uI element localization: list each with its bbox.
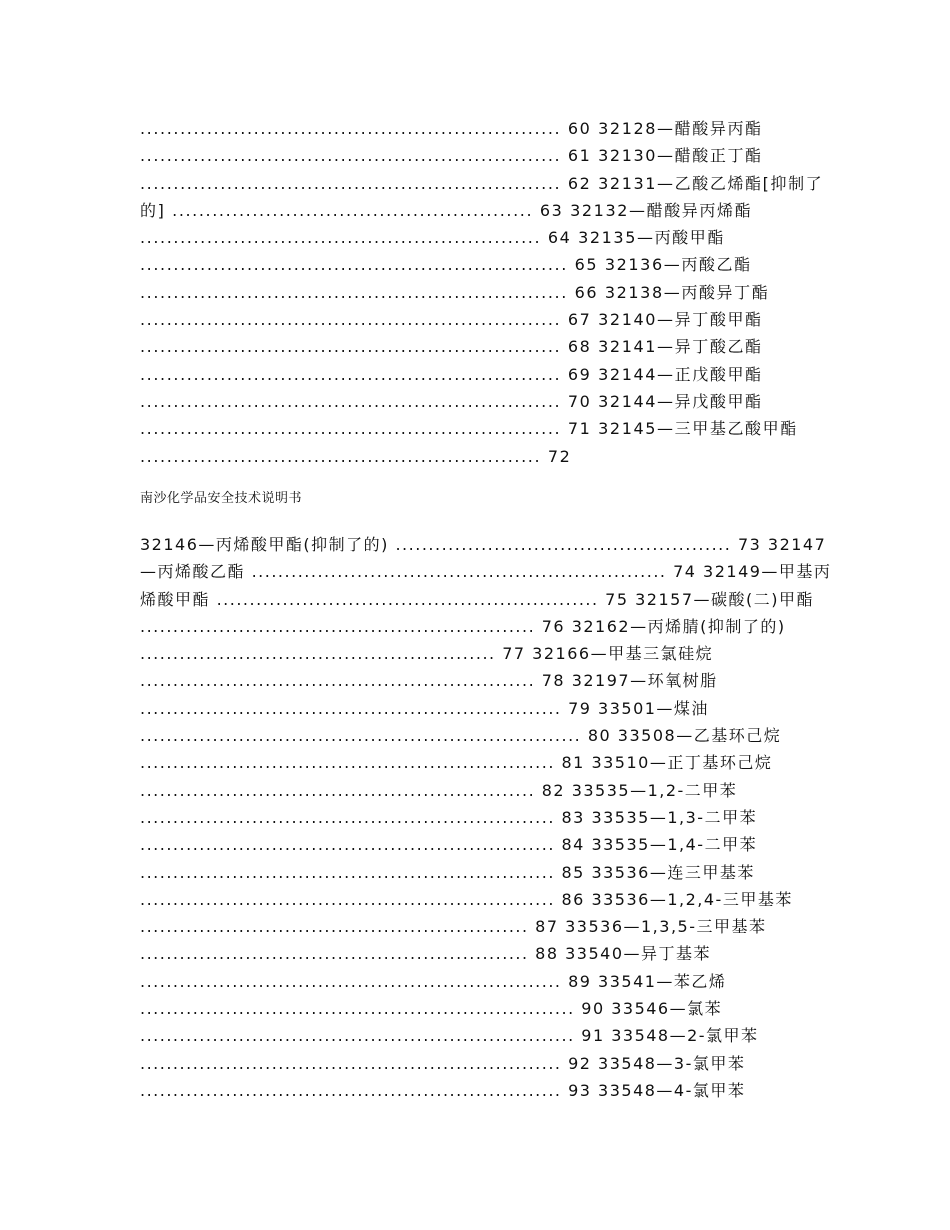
toc-line: ................................................................ 66 32138—丙酸异丁酯 [140,282,770,302]
toc-line: ........................................................... 88 33540—异丁基苯 [140,944,712,964]
toc-line: ............................................................... 70 32144—异戊酸甲酯 [140,391,763,411]
toc-line: ............................................................... 83 33535—1,3-二甲苯 [140,807,758,827]
toc-line: 的] ...................................................... 63 32132—醋酸异丙烯酯 [140,200,753,220]
toc-line: ................................................................... 80 33508—乙基环己烷 [140,726,782,746]
toc-section-2 [140,531,832,1104]
toc-line: ............................................................ 78 32197—环氧树脂 [140,671,718,691]
toc-section-1 [140,115,824,470]
toc-line: 32146—丙烯酸甲酯(抑制了的) ................................................... 73 32147 [140,535,827,554]
toc-line: ........................................................... 87 33536—1,3,5-三甲基苯 [140,917,767,937]
toc-line: .................................................................. 91 33548—2-氯甲苯 [140,1026,759,1046]
toc-line: ............................................................... 84 33535—1,4-二甲苯 [140,835,758,855]
toc-line: ............................................................... 62 32131—乙酸乙烯酯[抑制了 [140,173,824,193]
toc-line: ............................................................ 72 [140,446,572,466]
toc-line: ............................................................... 69 32144—正戊酸甲酯 [140,364,763,384]
toc-line: ............................................................... 71 32145—三甲基乙酸甲酯 [140,419,798,439]
toc-line: ............................................................ 82 33535—1,2-二甲苯 [140,780,738,800]
toc-line: ............................................................... 68 32141—异丁酸乙酯 [140,337,763,357]
toc-line: ............................................................... 85 33536—连三甲基苯 [140,862,755,882]
toc-line: ................................................................ 65 32136—丙酸乙酯 [140,255,752,275]
toc-line: ...................................................... 77 32166—甲基三氯硅烷 [140,644,714,664]
toc-line: ................................................................ 92 33548—3-氯甲苯 [140,1053,746,1073]
toc-line: ............................................................... 60 32128—醋酸异丙酯 [140,119,763,138]
page-header: 南沙化学品安全技术说明书 [140,491,303,506]
toc-line: ................................................................ 79 33501—煤油 [140,698,709,718]
toc-line: ................................................................ 89 33541—苯乙烯 [140,971,727,991]
toc-line: ............................................................... 67 32140—异丁酸甲酯 [140,310,763,330]
toc-line: ............................................................ 64 32135—丙酸甲酯 [140,228,725,248]
toc-line: —丙烯酸乙酯 ............................................................... 74 32149—甲基丙 [140,562,832,582]
toc-line: .................................................................. 90 33546—氯苯 [140,999,723,1019]
toc-line: ............................................................... 61 32130—醋酸正丁酯 [140,146,763,166]
toc-line: ............................................................... 81 33510—正丁基环己烷 [140,753,773,773]
toc-line: ............................................................... 86 33536—1,2,4-三甲基苯 [140,889,793,909]
toc-line: ................................................................ 93 33548—4-氯甲苯 [140,1080,746,1100]
toc-line: 烯酸甲酯 .......................................................... 75 32157—碳酸(二)甲酯 [140,589,814,609]
toc-line: ............................................................ 76 32162—丙烯腈(抑制了的) [140,616,786,636]
